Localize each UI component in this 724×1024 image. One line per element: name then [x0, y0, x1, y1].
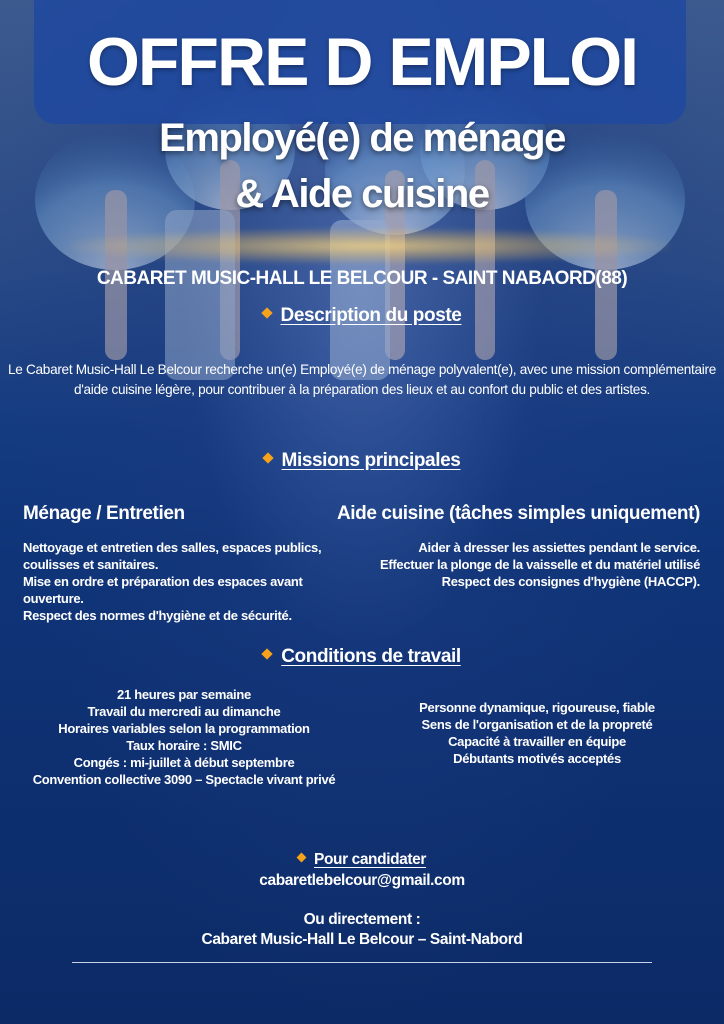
list-item: Aider à dresser les assiettes pendant le service. — [418, 540, 700, 555]
list-item: Congés : mi-juillet à début septembre — [73, 755, 295, 770]
cleaning-column-title: Ménage / Entretien — [23, 503, 185, 524]
direct-label: Ou directement : — [303, 911, 421, 928]
divider — [72, 962, 652, 963]
conditions-heading — [0, 646, 724, 668]
page-title: OFFRE D EMPLOI — [87, 24, 637, 100]
list-item: Horaires variables selon la programmation — [58, 721, 310, 736]
direct-place: Cabaret Music-Hall Le Belcour – Saint-Nabord — [201, 931, 523, 948]
missions-heading-text: Missions principales — [281, 450, 461, 471]
list-item: Taux horaire : SMIC — [126, 738, 242, 753]
diamond-bullet-icon — [262, 648, 273, 659]
list-item: Effectuer la plonge de la vaisselle et du matériel utilisé — [380, 557, 700, 572]
list-item: Convention collective 3090 – Spectacle vivant privé — [32, 772, 336, 787]
glitter-sparkles — [70, 228, 670, 264]
company-name: CABARET MUSIC-HALL LE BELCOUR - SAINT NABAORD(88) — [96, 268, 628, 289]
kitchen-tasks-list — [340, 539, 700, 590]
kitchen-column-title: Aide cuisine (tâches simples uniquement) — [336, 503, 700, 524]
diamond-bullet-icon — [262, 452, 273, 463]
diamond-bullet-icon — [297, 853, 307, 863]
list-item: Débutants motivés acceptés — [453, 751, 621, 766]
list-item: Nettoyage et entretien des salles, espaces publics, coulisses et sanitaires. — [23, 540, 322, 572]
job-title-line2: & Aide cuisine — [235, 172, 489, 216]
work-conditions-list — [24, 686, 344, 788]
apply-email-link[interactable]: cabaretlebelcour@gmail.com — [259, 872, 465, 889]
cleaning-tasks-list — [23, 539, 323, 624]
missions-heading — [0, 450, 724, 472]
list-item: Mise en ordre et préparation des espaces avant ouverture. — [23, 574, 303, 606]
description-heading-text: Description du poste — [280, 305, 462, 326]
list-item: Personne dynamique, rigoureuse, fiable — [419, 700, 655, 715]
description-text: Le Cabaret Music-Hall Le Belcour recherche un(e) Employé(e) de ménage polyvalent(e), avec une mission complémentaire d'aide cuisine légère, pour contribuer à la préparation des lieux et au confort du public et des artistes. — [8, 362, 716, 397]
list-item: Capacité à travailler en équipe — [448, 734, 626, 749]
list-item: Travail du mercredi au dimanche — [87, 704, 281, 719]
list-item: Respect des consignes d'hygiène (HACCP). — [441, 574, 700, 589]
apply-heading — [0, 851, 724, 869]
list-item: Respect des normes d'hygiène et de sécurité. — [23, 608, 292, 623]
apply-heading-text: Pour candidater — [314, 851, 426, 868]
diamond-bullet-icon — [261, 307, 272, 318]
description-heading — [0, 305, 724, 327]
profile-requirements-list — [378, 699, 696, 767]
list-item: 21 heures par semaine — [117, 687, 251, 702]
list-item: Sens de l'organisation et de la propreté — [421, 717, 653, 732]
conditions-heading-text: Conditions de travail — [281, 646, 461, 667]
job-title-line1: Employé(e) de ménage — [159, 116, 565, 160]
